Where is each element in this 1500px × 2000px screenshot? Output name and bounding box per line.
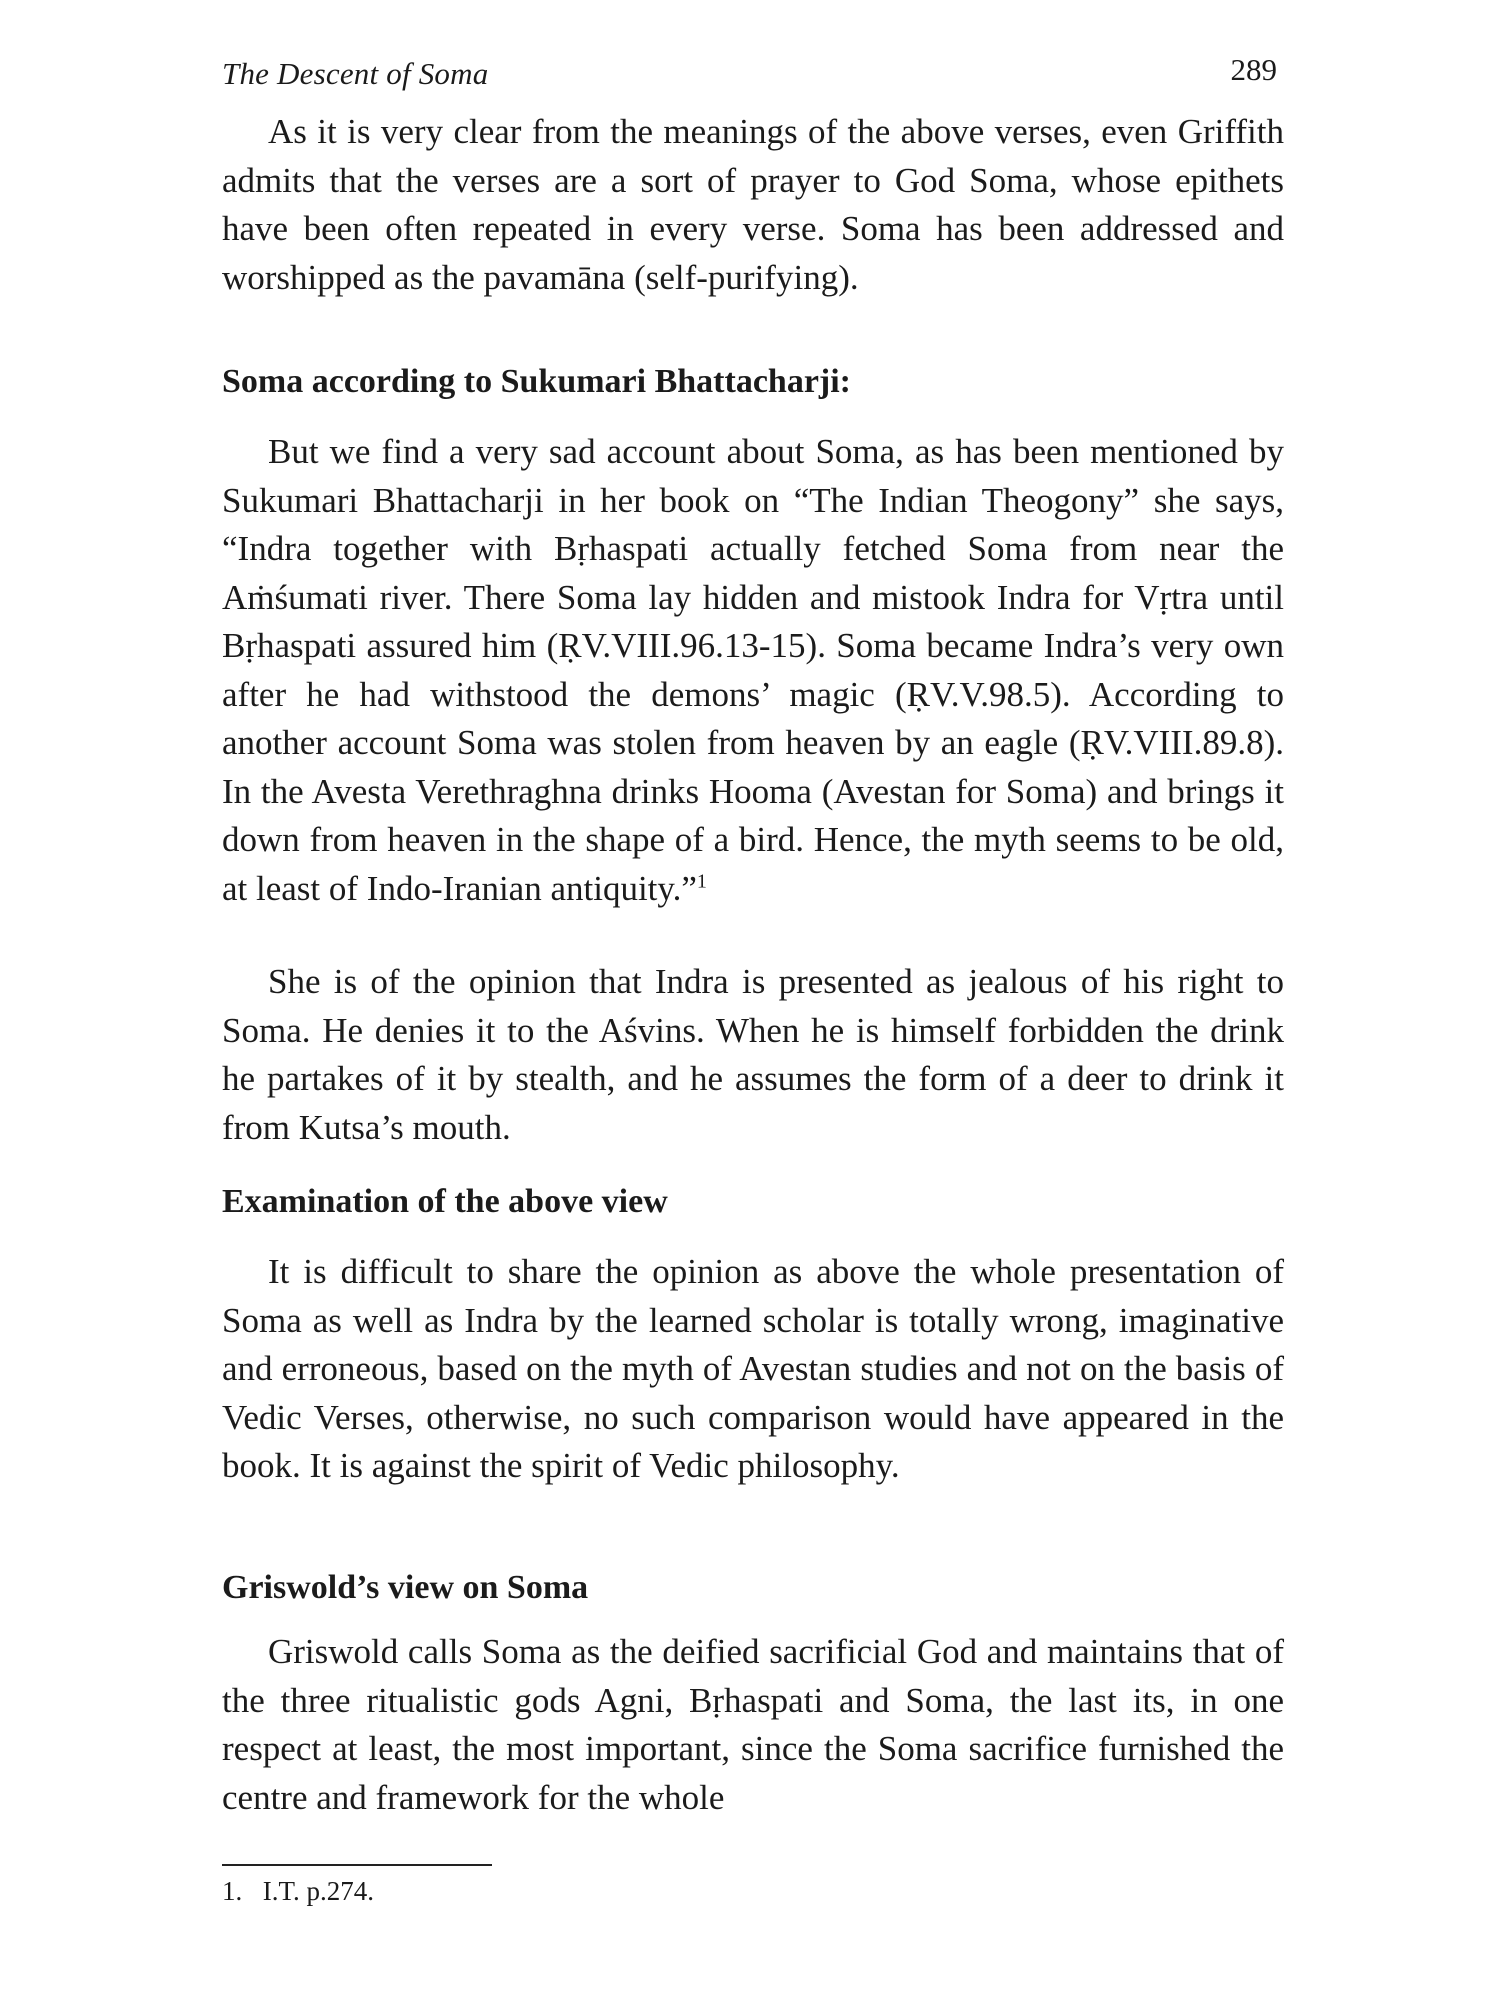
paragraph-bhattacharji-opinion: She is of the opinion that Indra is presented as jealous of his right to Soma. He denies it to the Aśvins. When he is himself forbidden the drink he partakes of it by stealth, and he assumes the form of a deer to drink it from Kutsa’s mouth. <box>222 962 1284 1147</box>
paragraph-intro: As it is very clear from the meanings of the above verses, even Griffith admits that the verses are a sort of prayer to God Soma, whose epithets have been often repeated in every verse. Soma has been addressed and worshipped as the pavamāna (self-purifying). <box>222 112 1284 297</box>
footnote-reference: 1 <box>696 869 707 892</box>
paragraph-griswold: Griswold calls Soma as the deified sacrificial God and maintains that of the three ritualistic gods Agni, Bṛhaspati and Soma, the last its, in one respect at least, the most important, since the Soma sacrifice furnished the centre and framework for the whole <box>222 1632 1284 1817</box>
running-title: The Descent of Soma <box>222 56 489 91</box>
footnote-rule <box>222 1864 492 1866</box>
heading-griswold: Griswold’s view on Soma <box>222 1569 589 1606</box>
paragraph-examination: It is difficult to share the opinion as above the whole presentation of Soma as well as Indra by the learned scholar is totally wrong, imaginative and erroneous, based on the myth of Avestan studies and not on the basis of Vedic Verses, otherwise, no such comparison would have appeared in the book. It is against the spirit of Vedic philosophy. <box>222 1252 1284 1485</box>
page-number: 289 <box>1230 52 1277 87</box>
running-head <box>222 52 1277 102</box>
footnote-text: I.T. p.274. <box>262 1876 374 1906</box>
footnote-marker: 1. <box>222 1876 243 1906</box>
heading-bhattacharji: Soma according to Sukumari Bhattacharji: <box>222 363 851 400</box>
heading-examination: Examination of the above view <box>222 1183 668 1220</box>
paragraph-bhattacharji-main <box>222 428 1284 913</box>
footnote-item <box>222 1872 374 1910</box>
paragraph-bhattacharji-main-text: But we find a very sad account about Soma, as has been mentioned by Sukumari Bhattacharji in her book on “The Indian Theogony” she says, “Indra together with Bṛhaspati actually fetched Soma from near the Aṁśumati river. There Soma lay hidden and mistook Indra for Vṛtra until Bṛhaspati assured him (ṚV.VIII.96.13-15). Soma became Indra’s very own after he had withstood the demons’ magic (ṚV.V.98.5). According to another account Soma was stolen from heaven by an eagle (ṚV.VIII.89.8). In the Avesta Verethraghna drinks Hooma (Avestan for Soma) and brings it down from heaven in the shape of a bird. Hence, the myth seems to be old, at least of Indo-Iranian antiquity.” <box>222 432 1284 908</box>
